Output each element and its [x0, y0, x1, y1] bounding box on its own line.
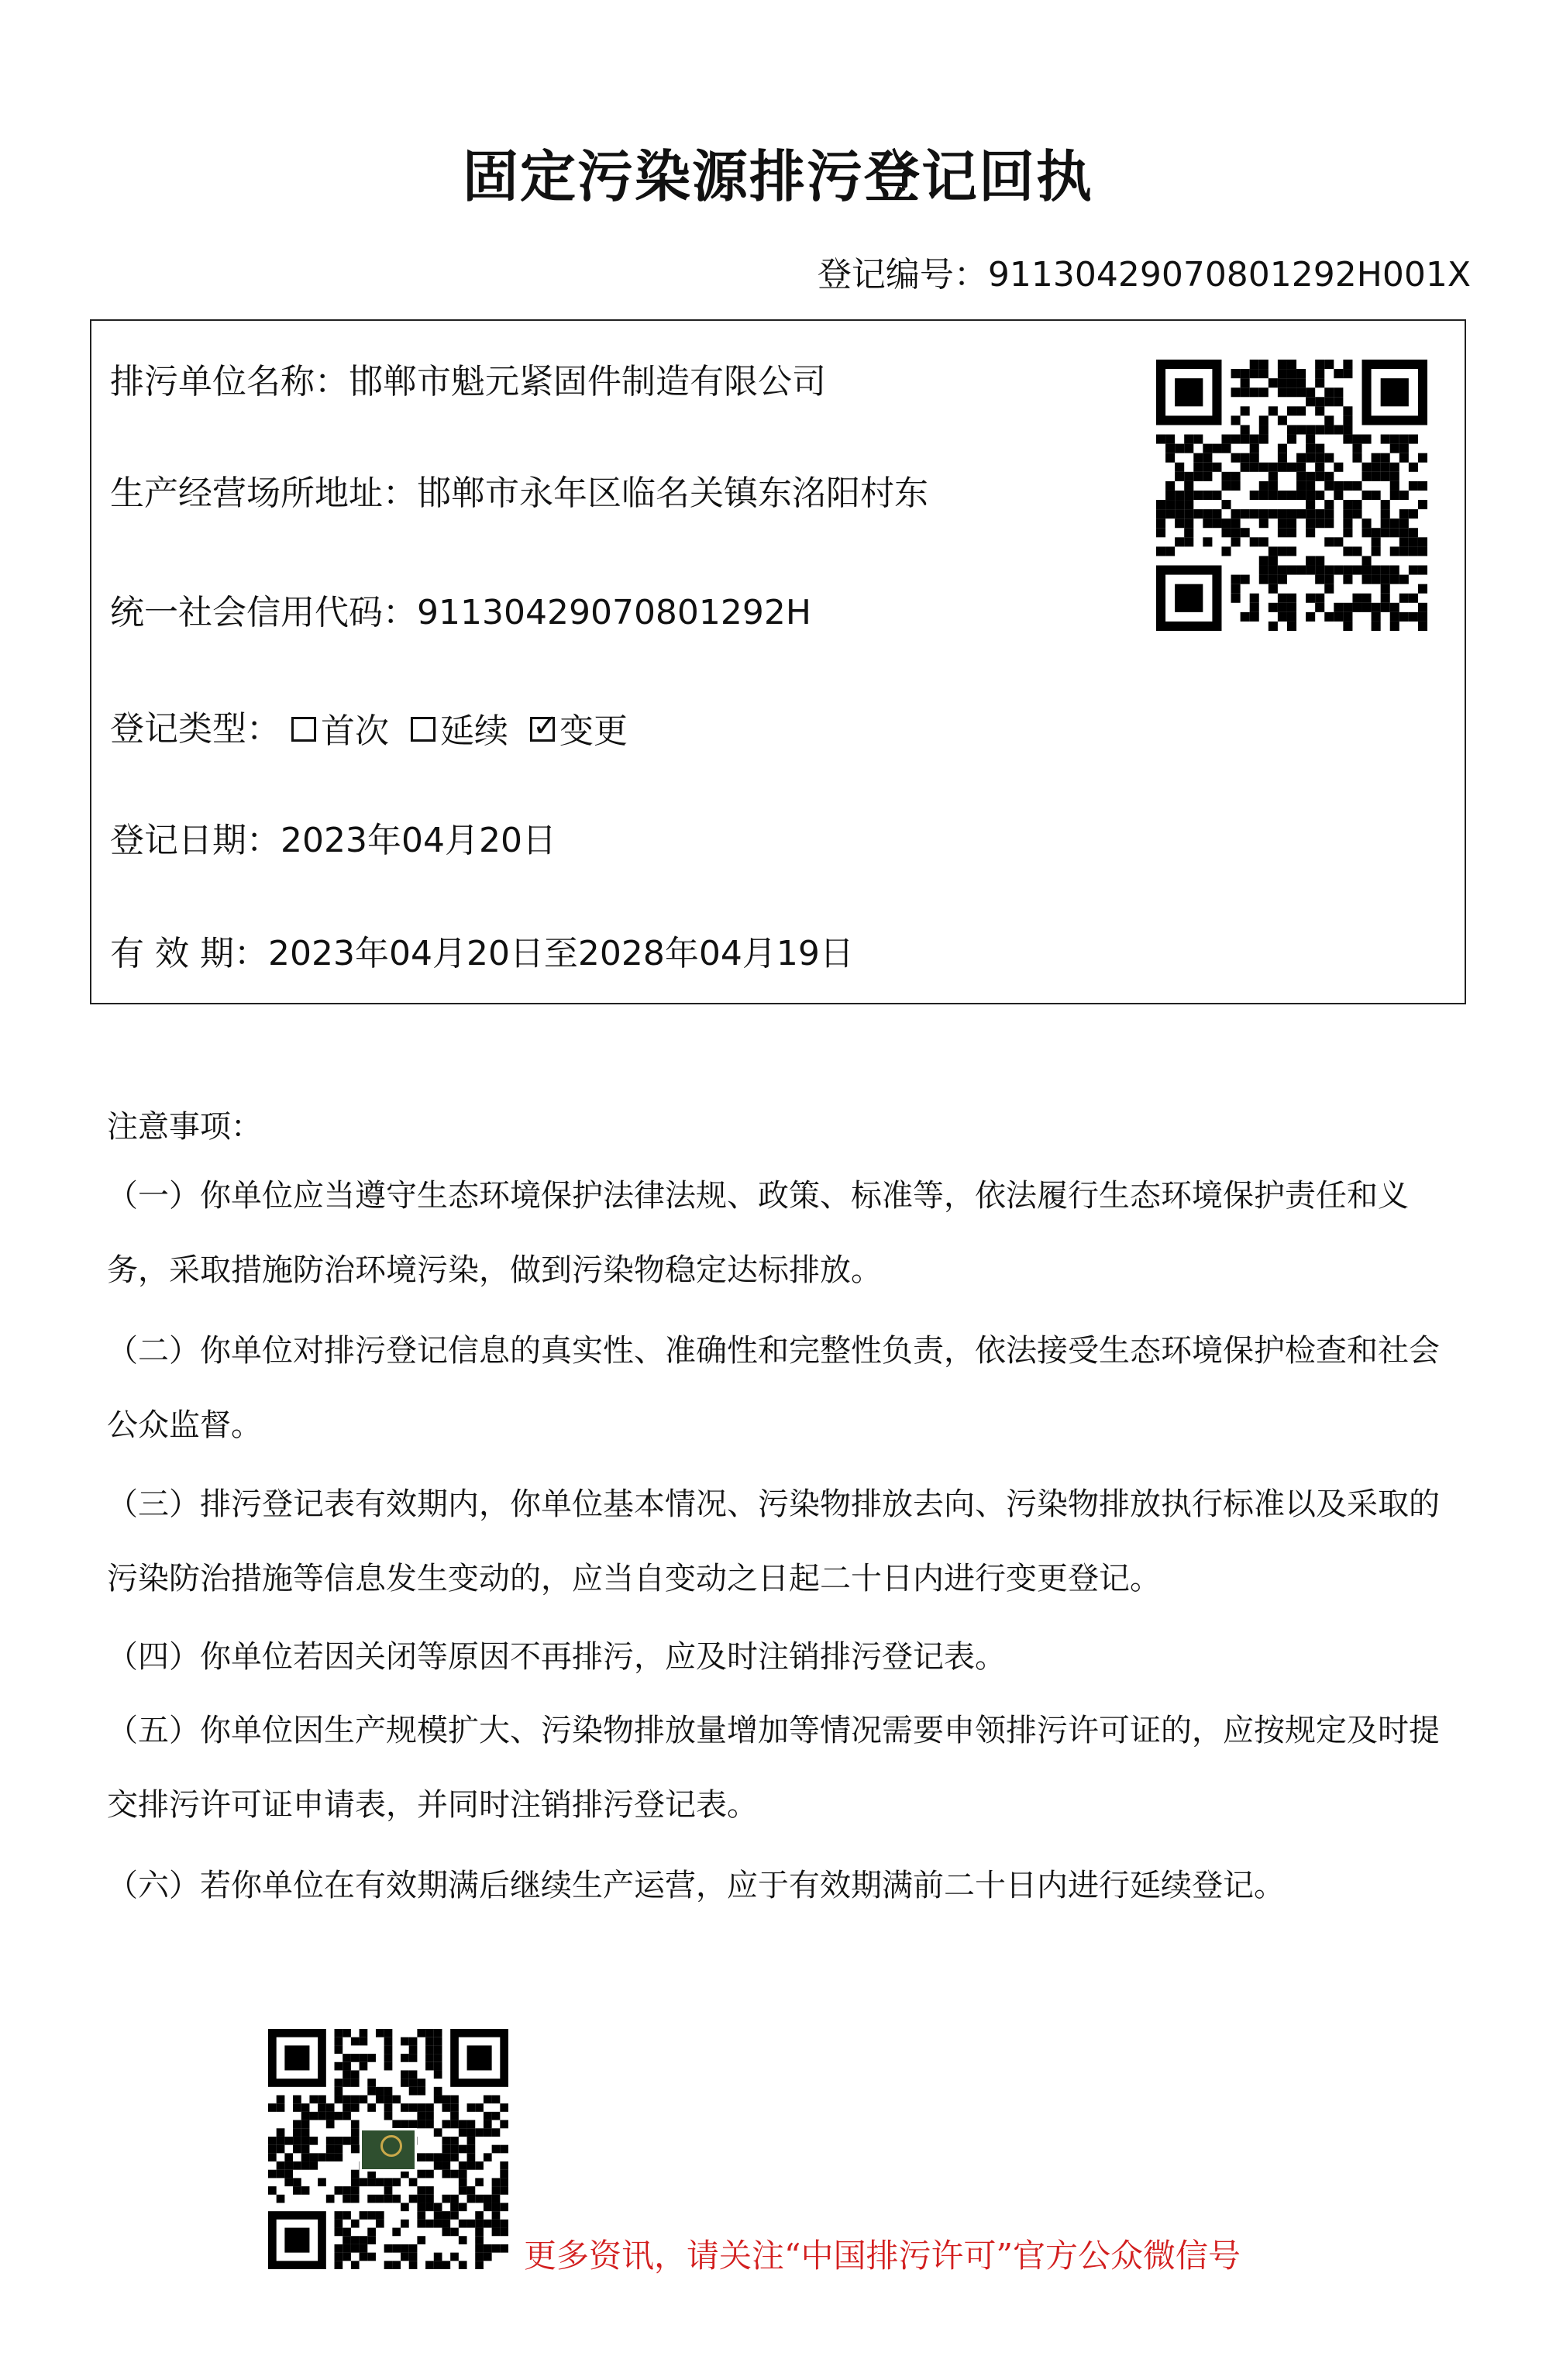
address-row — [110, 465, 928, 515]
qr-code-icon — [1156, 360, 1427, 631]
reg-type-row — [110, 701, 639, 753]
note-item: （一）你单位应当遵守生态环境保护法律法规、政策、标准等，依法履行生态环境保护责任和义务，采取措施防治环境污染，做到污染物稳定达标排放。 — [107, 1178, 1409, 1288]
note-item: （三）排污登记表有效期内，你单位基本情况、污染物排放去向、污染物排放执行标准以及采取的污染防治措施等信息发生变动的，应当自变动之日起二十日内进行变更登记。 — [107, 1486, 1440, 1596]
reg-type-label: 登记类型： — [110, 709, 281, 749]
credit-code-value: 91130429070801292H — [417, 593, 811, 632]
reg-type-change-label: 变更 — [559, 711, 628, 751]
address-value: 邯郸市永年区临名关镇东洺阳村东 — [417, 474, 928, 513]
checkbox-unchecked-icon — [411, 717, 435, 742]
reg-type-renewal — [411, 703, 508, 753]
note-item: （四）你单位若因关闭等原因不再排污，应及时注销排污登记表。 — [107, 1639, 1006, 1675]
reg-date-value: 2023年04月20日 — [281, 821, 556, 860]
validity-label: 有 效 期： — [110, 934, 268, 973]
credit-code-label: 统一社会信用代码： — [110, 593, 417, 632]
reg-type-change — [530, 703, 628, 753]
checkbox-unchecked-icon — [291, 717, 316, 742]
address-label: 生产经营场所地址： — [110, 474, 417, 513]
reg-date-row — [110, 812, 556, 862]
info-box — [90, 319, 1466, 1004]
reg-type-first — [291, 703, 389, 753]
credit-code-row — [110, 584, 811, 634]
logo-badge-icon — [360, 2128, 417, 2172]
reg-date-label: 登记日期： — [110, 821, 281, 860]
document-title: 固定污染源排污登记回执 — [462, 144, 1093, 209]
unit-name-value: 邯郸市魁元紧固件制造有限公司 — [349, 362, 826, 401]
validity-value: 2023年04月20日至2028年04月19日 — [267, 934, 854, 973]
reg-type-renewal-label: 延续 — [440, 711, 508, 751]
notes-title: 注意事项： — [107, 1109, 262, 1145]
note-item: （五）你单位因生产规模扩大、污染物排放量增加等情况需要申领排污许可证的，应按规定及时提交排污许可证申请表，并同时注销排污登记表。 — [107, 1713, 1440, 1823]
wechat-qr-code-icon — [268, 2029, 508, 2269]
note-item: （六）若你单位在有效期满后继续生产运营，应于有效期满前二十日内进行延续登记。 — [107, 1868, 1285, 1903]
checkbox-checked-icon — [530, 717, 555, 742]
note-item: （二）你单位对排污登记信息的真实性、准确性和完整性负责，依法接受生态环境保护检查和社会公众监督。 — [107, 1333, 1440, 1443]
unit-name-label: 排污单位名称： — [110, 362, 349, 401]
unit-name-row — [110, 353, 826, 403]
reg-type-first-label: 首次 — [321, 711, 389, 751]
registration-number: 登记编号：91130429070801292H001X — [817, 255, 1471, 294]
validity-row — [110, 925, 854, 975]
footer-note: 更多资讯，请关注“中国排污许可”官方公众微信号 — [524, 2237, 1241, 2275]
